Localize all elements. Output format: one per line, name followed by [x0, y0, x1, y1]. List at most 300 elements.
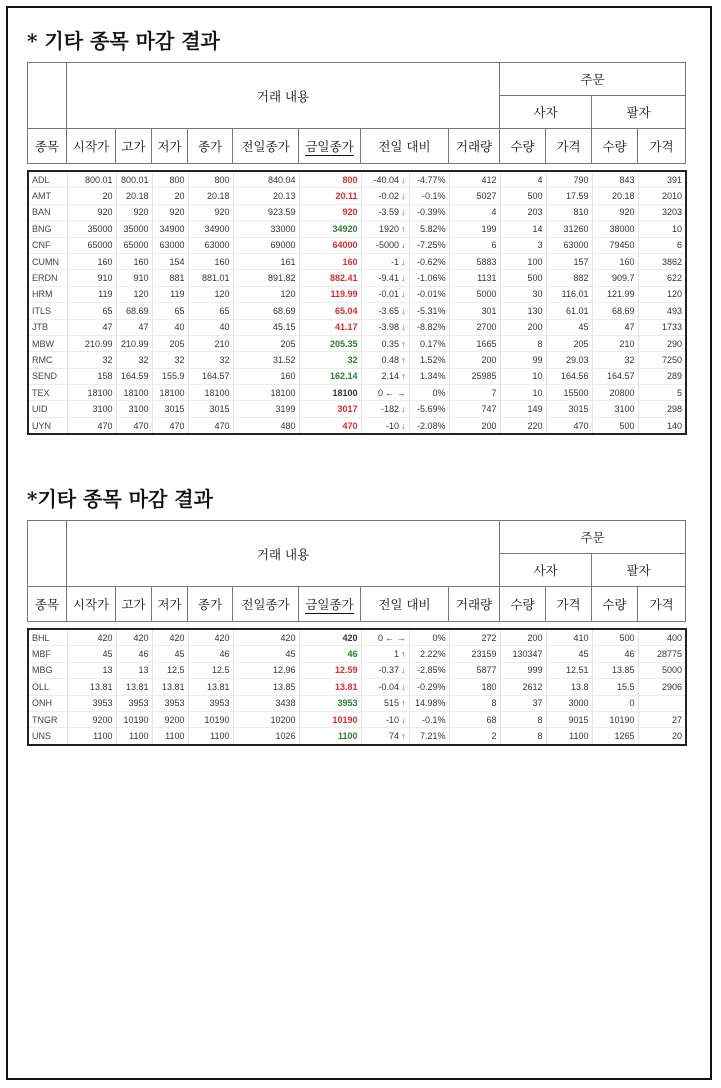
symbol-cell: ITLS — [28, 303, 67, 319]
arrow-down-icon: ↓ — [401, 191, 406, 202]
low-cell: 9200 — [152, 711, 188, 727]
open-cell: 65 — [67, 303, 116, 319]
open-cell: 65000 — [67, 237, 116, 253]
change-percent-cell: 0.17% — [409, 335, 449, 351]
change-percent-cell: -0.62% — [409, 253, 449, 269]
symbol-cell: ONH — [28, 695, 67, 711]
col-open: 시작가 — [67, 587, 116, 622]
volume-cell: 5883 — [449, 253, 500, 269]
high-cell: 47 — [116, 319, 152, 335]
table-row — [28, 270, 686, 286]
change-value: 0.35 — [381, 338, 399, 349]
buy-price-cell: 116.01 — [546, 286, 592, 302]
close-cell: 32 — [188, 352, 233, 368]
change-percent-cell: 5.82% — [409, 221, 449, 237]
buy-qty-cell: 999 — [500, 662, 546, 678]
col-today-close — [299, 129, 361, 164]
col-low: 저가 — [152, 129, 188, 164]
close-cell: 65 — [188, 303, 233, 319]
symbol-cell: AMT — [28, 188, 67, 204]
buy-price-cell: 205 — [546, 335, 592, 351]
high-cell: 13.81 — [116, 679, 152, 695]
prev-close-cell: 840.04 — [233, 171, 299, 188]
col-high: 고가 — [116, 129, 152, 164]
close-cell: 3015 — [188, 401, 233, 417]
section-title: *기타 종목 마감 결과 — [27, 487, 213, 511]
high-cell: 920 — [116, 204, 152, 220]
change-cell — [361, 188, 409, 204]
buy-price-cell: 17.59 — [546, 188, 592, 204]
seller-header: 팔자 — [592, 554, 686, 587]
close-cell: 18100 — [188, 385, 233, 401]
symbol-cell: UYN — [28, 417, 67, 434]
sell-price-cell: 140 — [638, 417, 686, 434]
sell-qty-cell: 121.99 — [592, 286, 638, 302]
prev-close-cell: 3199 — [233, 401, 299, 417]
change-cell — [361, 303, 409, 319]
today-close-cell: 470 — [299, 417, 361, 434]
symbol-cell: UNS — [28, 728, 67, 745]
sell-qty-cell: 20.18 — [592, 188, 638, 204]
arrow-up-icon: ↑ — [401, 371, 406, 382]
close-cell: 160 — [188, 253, 233, 269]
open-cell: 158 — [67, 368, 116, 384]
symbol-cell: BHL — [28, 629, 67, 646]
sell-price-cell: 120 — [638, 286, 686, 302]
low-cell: 12.5 — [152, 662, 188, 678]
sell-qty-cell: 46 — [592, 646, 638, 662]
col-change: 전일 대비 — [361, 587, 449, 622]
symbol-cell: OLL — [28, 679, 67, 695]
buy-qty-cell: 100 — [500, 253, 546, 269]
prev-close-cell: 31.52 — [233, 352, 299, 368]
blank-cell — [28, 63, 67, 129]
open-cell: 9200 — [67, 711, 116, 727]
change-value: 515 — [383, 698, 399, 709]
open-cell: 13 — [67, 662, 116, 678]
col-volume: 거래량 — [449, 129, 500, 164]
open-cell: 420 — [67, 629, 116, 646]
today-close-cell: 13.81 — [299, 679, 361, 695]
open-cell: 1100 — [67, 728, 116, 745]
open-cell: 18100 — [67, 385, 116, 401]
buy-price-cell: 45 — [546, 319, 592, 335]
today-close-cell: 420 — [299, 629, 361, 646]
today-close-cell: 205.35 — [299, 335, 361, 351]
change-percent-cell: -0.01% — [409, 286, 449, 302]
low-cell: 205 — [152, 335, 188, 351]
symbol-cell: ERDN — [28, 270, 67, 286]
today-close-cell: 119.99 — [299, 286, 361, 302]
change-cell — [361, 286, 409, 302]
change-value: -3.98 — [378, 322, 399, 333]
arrow-down-icon: ↓ — [401, 714, 406, 725]
buy-qty-cell: 8 — [500, 728, 546, 745]
low-cell: 65 — [152, 303, 188, 319]
change-percent-cell: 2.22% — [409, 646, 449, 662]
prev-close-cell: 20.13 — [233, 188, 299, 204]
trade-header: 거래 내용 — [67, 521, 500, 587]
volume-cell: 5877 — [449, 662, 500, 678]
arrow-down-icon: ↓ — [401, 174, 406, 185]
low-cell: 470 — [152, 417, 188, 434]
buy-qty-cell: 200 — [500, 319, 546, 335]
col-symbol: 종목 — [28, 587, 67, 622]
buy-qty-cell: 220 — [500, 417, 546, 434]
buy-price-cell: 882 — [546, 270, 592, 286]
sell-qty-cell: 0 — [592, 695, 638, 711]
high-cell: 120 — [116, 286, 152, 302]
section-1 — [27, 26, 685, 435]
high-cell: 46 — [116, 646, 152, 662]
buy-price-cell: 13.8 — [546, 679, 592, 695]
high-cell: 68.69 — [116, 303, 152, 319]
change-value: -0.37 — [378, 665, 399, 676]
sell-qty-cell: 68.69 — [592, 303, 638, 319]
volume-cell: 1665 — [449, 335, 500, 351]
high-cell: 35000 — [116, 221, 152, 237]
volume-cell: 5000 — [449, 286, 500, 302]
table-row — [28, 171, 686, 188]
change-value: -10 — [385, 714, 399, 725]
high-cell: 32 — [116, 352, 152, 368]
volume-cell: 200 — [449, 417, 500, 434]
today-close-cell: 12.59 — [299, 662, 361, 678]
prev-close-cell: 161 — [233, 253, 299, 269]
low-cell: 32 — [152, 352, 188, 368]
col-change: 전일 대비 — [361, 129, 449, 164]
col-today-close — [299, 587, 361, 622]
table-row — [28, 385, 686, 401]
col-volume: 거래량 — [449, 587, 500, 622]
close-cell: 3953 — [188, 695, 233, 711]
open-cell: 45 — [67, 646, 116, 662]
sell-price-cell: 391 — [638, 171, 686, 188]
low-cell: 18100 — [152, 385, 188, 401]
change-percent-cell: -0.1% — [409, 188, 449, 204]
symbol-cell: TNGR — [28, 711, 67, 727]
sell-price-cell: 5000 — [638, 662, 686, 678]
change-percent-cell: 7.21% — [409, 728, 449, 745]
change-cell — [361, 417, 409, 434]
open-cell: 35000 — [67, 221, 116, 237]
high-cell: 3953 — [116, 695, 152, 711]
table-row — [28, 204, 686, 220]
prev-close-cell: 45.15 — [233, 319, 299, 335]
seller-header: 팔자 — [592, 96, 686, 129]
close-cell: 10190 — [188, 711, 233, 727]
prev-close-cell: 891.82 — [233, 270, 299, 286]
buy-qty-cell: 8 — [500, 335, 546, 351]
change-percent-cell: -5.69% — [409, 401, 449, 417]
sell-price-cell: 298 — [638, 401, 686, 417]
symbol-cell: RMC — [28, 352, 67, 368]
open-cell: 3953 — [67, 695, 116, 711]
col-prev-close: 전일종가 — [233, 587, 299, 622]
high-cell: 18100 — [116, 385, 152, 401]
buy-qty-cell: 8 — [500, 711, 546, 727]
prev-close-cell: 1026 — [233, 728, 299, 745]
buy-qty-cell: 200 — [500, 629, 546, 646]
change-percent-cell: -0.29% — [409, 679, 449, 695]
change-value: 74 — [388, 731, 399, 742]
buy-price-cell: 63000 — [546, 237, 592, 253]
change-cell — [361, 221, 409, 237]
col-buy-price: 가격 — [546, 587, 592, 622]
data-table — [27, 170, 687, 435]
table-row — [28, 401, 686, 417]
change-value: 0 — [377, 632, 383, 643]
today-close-cell: 3017 — [299, 401, 361, 417]
arrow-down-icon: ↓ — [401, 240, 406, 251]
close-cell: 34900 — [188, 221, 233, 237]
sell-price-cell: 622 — [638, 270, 686, 286]
change-value: -10 — [385, 420, 399, 431]
low-cell: 3015 — [152, 401, 188, 417]
buyer-header: 사자 — [500, 96, 592, 129]
buy-price-cell: 29.03 — [546, 352, 592, 368]
high-cell: 800.01 — [116, 171, 152, 188]
prev-close-cell: 3438 — [233, 695, 299, 711]
change-percent-cell: -7.25% — [409, 237, 449, 253]
low-cell: 800 — [152, 171, 188, 188]
prev-close-cell: 120 — [233, 286, 299, 302]
symbol-cell: MBW — [28, 335, 67, 351]
change-percent-cell: -8.82% — [409, 319, 449, 335]
today-close-cell: 800 — [299, 171, 361, 188]
col-sell-price: 가격 — [638, 587, 686, 622]
change-cell — [361, 319, 409, 335]
sell-price-cell: 1733 — [638, 319, 686, 335]
change-cell — [361, 171, 409, 188]
today-close-cell: 920 — [299, 204, 361, 220]
open-cell: 920 — [67, 204, 116, 220]
buy-price-cell: 157 — [546, 253, 592, 269]
today-close-cell: 64000 — [299, 237, 361, 253]
col-high: 고가 — [116, 587, 152, 622]
prev-close-cell: 923.59 — [233, 204, 299, 220]
buy-price-cell: 45 — [546, 646, 592, 662]
sell-price-cell: 493 — [638, 303, 686, 319]
volume-cell: 7 — [449, 385, 500, 401]
buy-qty-cell: 500 — [500, 270, 546, 286]
col-sell-qty: 수량 — [592, 129, 638, 164]
close-cell: 210 — [188, 335, 233, 351]
change-percent-cell: 14.98% — [409, 695, 449, 711]
buy-price-cell: 9015 — [546, 711, 592, 727]
arrow-down-icon: ↓ — [401, 665, 406, 676]
symbol-cell: ADL — [28, 171, 67, 188]
col-buy-qty: 수량 — [500, 129, 546, 164]
symbol-cell: HRM — [28, 286, 67, 302]
change-percent-cell: 0% — [409, 385, 449, 401]
col-sell-qty: 수량 — [592, 587, 638, 622]
arrow-up-icon: ↑ — [401, 354, 406, 365]
buy-price-cell: 790 — [546, 171, 592, 188]
change-value: 1920 — [378, 223, 399, 234]
prev-close-cell: 420 — [233, 629, 299, 646]
change-cell — [361, 401, 409, 417]
prev-close-cell: 10200 — [233, 711, 299, 727]
sell-price-cell: 20 — [638, 728, 686, 745]
symbol-cell: TEX — [28, 385, 67, 401]
low-cell: 34900 — [152, 221, 188, 237]
high-cell: 470 — [116, 417, 152, 434]
low-cell: 20 — [152, 188, 188, 204]
arrow-down-icon: ↓ — [401, 273, 406, 284]
symbol-cell: MBF — [28, 646, 67, 662]
col-close: 종가 — [188, 129, 233, 164]
change-percent-cell: -1.06% — [409, 270, 449, 286]
change-percent-cell: -5.31% — [409, 303, 449, 319]
arrow-down-icon: ↓ — [401, 289, 406, 300]
change-value: -182 — [380, 404, 399, 415]
prev-close-cell: 33000 — [233, 221, 299, 237]
open-cell: 210.99 — [67, 335, 116, 351]
arrow-down-icon: ↓ — [401, 420, 406, 431]
sell-qty-cell: 79450 — [592, 237, 638, 253]
data-table — [27, 628, 687, 746]
prev-close-cell: 68.69 — [233, 303, 299, 319]
open-cell: 20 — [67, 188, 116, 204]
change-cell — [361, 629, 409, 646]
buy-qty-cell: 14 — [500, 221, 546, 237]
volume-cell: 199 — [449, 221, 500, 237]
change-cell — [361, 679, 409, 695]
close-cell: 13.81 — [188, 679, 233, 695]
volume-cell: 68 — [449, 711, 500, 727]
sell-price-cell: 5 — [638, 385, 686, 401]
change-cell — [361, 385, 409, 401]
open-cell: 910 — [67, 270, 116, 286]
change-cell — [361, 204, 409, 220]
prev-close-cell: 69000 — [233, 237, 299, 253]
volume-cell: 6 — [449, 237, 500, 253]
volume-cell: 1131 — [449, 270, 500, 286]
close-cell: 881.01 — [188, 270, 233, 286]
arrow-left-right-icon: ← → — [384, 632, 406, 643]
table-row — [28, 188, 686, 204]
close-cell: 12.5 — [188, 662, 233, 678]
buy-qty-cell: 500 — [500, 188, 546, 204]
low-cell: 1100 — [152, 728, 188, 745]
open-cell: 160 — [67, 253, 116, 269]
sell-qty-cell: 32 — [592, 352, 638, 368]
table-row — [28, 253, 686, 269]
prev-close-cell: 160 — [233, 368, 299, 384]
symbol-cell: BAN — [28, 204, 67, 220]
sell-qty-cell: 164.57 — [592, 368, 638, 384]
change-percent-cell: 1.52% — [409, 352, 449, 368]
header-table — [27, 520, 686, 622]
low-cell: 3953 — [152, 695, 188, 711]
volume-cell: 301 — [449, 303, 500, 319]
col-buy-price: 가격 — [546, 129, 592, 164]
arrow-down-icon: ↓ — [401, 207, 406, 218]
close-cell: 420 — [188, 629, 233, 646]
sell-price-cell: 289 — [638, 368, 686, 384]
prev-close-cell: 45 — [233, 646, 299, 662]
table-row — [28, 221, 686, 237]
table-row — [28, 711, 686, 727]
order-header: 주문 — [500, 521, 686, 554]
today-close-cell: 20.11 — [299, 188, 361, 204]
buy-qty-cell: 10 — [500, 385, 546, 401]
volume-cell: 25985 — [449, 368, 500, 384]
arrow-up-icon: ↑ — [401, 338, 406, 349]
table-row — [28, 237, 686, 253]
table-row — [28, 679, 686, 695]
open-cell: 470 — [67, 417, 116, 434]
sell-qty-cell: 500 — [592, 629, 638, 646]
table-row — [28, 695, 686, 711]
buy-qty-cell: 130 — [500, 303, 546, 319]
arrow-up-icon: ↑ — [401, 698, 406, 709]
change-cell — [361, 270, 409, 286]
sell-price-cell: 27 — [638, 711, 686, 727]
col-open: 시작가 — [67, 129, 116, 164]
section-title: * 기타 종목 마감 결과 — [27, 29, 220, 53]
open-cell: 47 — [67, 319, 116, 335]
low-cell: 154 — [152, 253, 188, 269]
section-2 — [27, 484, 685, 746]
table-row — [28, 646, 686, 662]
arrow-left-right-icon: ← → — [384, 387, 406, 398]
blank-cell — [28, 521, 67, 587]
today-close-cell: 18100 — [299, 385, 361, 401]
change-percent-cell: -4.77% — [409, 171, 449, 188]
buy-price-cell: 1100 — [546, 728, 592, 745]
high-cell: 1100 — [116, 728, 152, 745]
open-cell: 13.81 — [67, 679, 116, 695]
volume-cell: 8 — [449, 695, 500, 711]
arrow-up-icon: ↑ — [401, 731, 406, 742]
today-close-cell: 882.41 — [299, 270, 361, 286]
volume-cell: 200 — [449, 352, 500, 368]
sell-price-cell: 2010 — [638, 188, 686, 204]
low-cell: 155.9 — [152, 368, 188, 384]
change-percent-cell: -0.39% — [409, 204, 449, 220]
high-cell: 164.59 — [116, 368, 152, 384]
sell-price-cell: 3203 — [638, 204, 686, 220]
buy-qty-cell: 37 — [500, 695, 546, 711]
buy-qty-cell: 203 — [500, 204, 546, 220]
open-cell: 3100 — [67, 401, 116, 417]
change-percent-cell: -2.08% — [409, 417, 449, 434]
change-cell — [361, 335, 409, 351]
arrow-down-icon: ↓ — [401, 256, 406, 267]
volume-cell: 747 — [449, 401, 500, 417]
change-cell — [361, 662, 409, 678]
trade-header: 거래 내용 — [67, 63, 500, 129]
change-value: -3.59 — [378, 207, 399, 218]
change-cell — [361, 695, 409, 711]
open-cell: 800.01 — [67, 171, 116, 188]
change-cell — [361, 253, 409, 269]
col-low: 저가 — [152, 587, 188, 622]
volume-cell: 412 — [449, 171, 500, 188]
change-value: 1 — [393, 649, 399, 660]
sell-qty-cell: 13.85 — [592, 662, 638, 678]
close-cell: 63000 — [188, 237, 233, 253]
volume-cell: 2 — [449, 728, 500, 745]
change-value: 2.14 — [381, 371, 399, 382]
change-value: -9.41 — [378, 273, 399, 284]
volume-cell: 5027 — [449, 188, 500, 204]
arrow-down-icon: ↓ — [401, 322, 406, 333]
buy-qty-cell: 99 — [500, 352, 546, 368]
sell-qty-cell: 10190 — [592, 711, 638, 727]
